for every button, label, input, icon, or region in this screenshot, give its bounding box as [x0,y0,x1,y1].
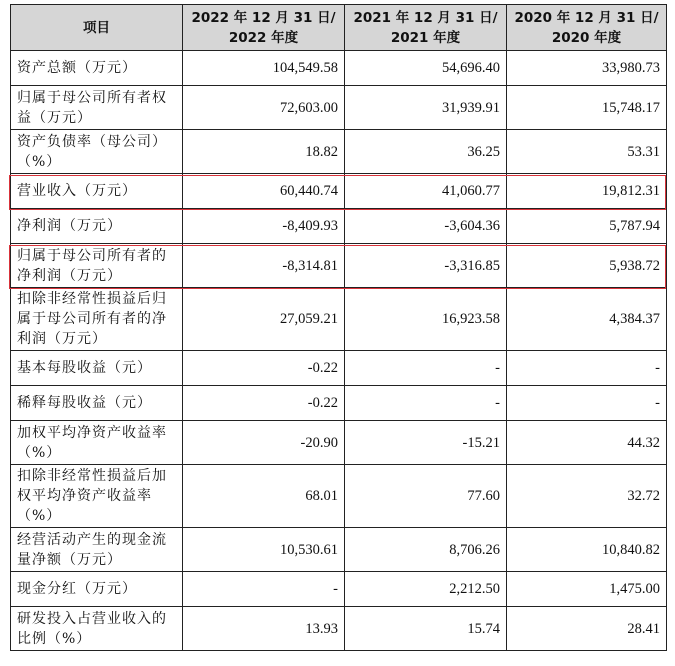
row-label: 基本每股收益（元） [11,351,183,386]
table-row [11,130,667,174]
cell-2021: -3,316.85 [345,244,507,288]
row-label: 净利润（万元） [11,209,183,244]
cell-2021: - [345,351,507,386]
row-label: 归属于母公司所有者的净利润（万元） [11,244,183,288]
table-row [11,86,667,130]
cell-2021: 41,060.77 [345,174,507,209]
financial-table [10,4,667,651]
row-label: 归属于母公司所有者权益（万元） [11,86,183,130]
header-item: 项目 [11,5,183,51]
cell-2020: 5,938.72 [507,244,667,288]
cell-2021: -3,604.36 [345,209,507,244]
cell-2021: 16,923.58 [345,288,507,351]
table-row [11,209,667,244]
table-row [11,572,667,607]
table-row [11,465,667,528]
header-2021: 2021 年 12 月 31 日/ 2021 年度 [345,5,507,51]
table-row [11,351,667,386]
row-label: 营业收入（万元） [11,174,183,209]
cell-2022: 68.01 [183,465,345,528]
table-row [11,174,667,209]
row-label: 加权平均净资产收益率（%） [11,421,183,465]
cell-2022: 10,530.61 [183,528,345,572]
cell-2021: 31,939.91 [345,86,507,130]
cell-2021: 2,212.50 [345,572,507,607]
cell-2022: -0.22 [183,386,345,421]
row-label: 资产总额（万元） [11,51,183,86]
row-label: 经营活动产生的现金流量净额（万元） [11,528,183,572]
cell-2022: -20.90 [183,421,345,465]
table-row [11,51,667,86]
cell-2022: 72,603.00 [183,86,345,130]
cell-2022: -0.22 [183,351,345,386]
table-row [11,244,667,288]
cell-2020: 53.31 [507,130,667,174]
row-label: 资产负债率（母公司）（%） [11,130,183,174]
cell-2020: 44.32 [507,421,667,465]
cell-2022: 60,440.74 [183,174,345,209]
cell-2022: 18.82 [183,130,345,174]
cell-2020: 28.41 [507,607,667,651]
header-2022: 2022 年 12 月 31 日/ 2022 年度 [183,5,345,51]
row-label: 稀释每股收益（元） [11,386,183,421]
cell-2020: - [507,351,667,386]
cell-2021: - [345,386,507,421]
cell-2021: 15.74 [345,607,507,651]
cell-2022: -8,409.93 [183,209,345,244]
header-row [11,5,667,51]
table-row [11,607,667,651]
cell-2020: 1,475.00 [507,572,667,607]
cell-2021: 77.60 [345,465,507,528]
row-label: 扣除非经常性损益后加权平均净资产收益率（%） [11,465,183,528]
cell-2020: - [507,386,667,421]
cell-2022: 27,059.21 [183,288,345,351]
cell-2020: 5,787.94 [507,209,667,244]
cell-2020: 4,384.37 [507,288,667,351]
cell-2020: 19,812.31 [507,174,667,209]
cell-2020: 10,840.82 [507,528,667,572]
cell-2021: 36.25 [345,130,507,174]
cell-2020: 33,980.73 [507,51,667,86]
cell-2020: 32.72 [507,465,667,528]
cell-2022: 13.93 [183,607,345,651]
cell-2021: 8,706.26 [345,528,507,572]
row-label: 扣除非经常性损益后归属于母公司所有者的净利润（万元） [11,288,183,351]
cell-2022: 104,549.58 [183,51,345,86]
header-2020: 2020 年 12 月 31 日/ 2020 年度 [507,5,667,51]
cell-2021: 54,696.40 [345,51,507,86]
row-label: 现金分红（万元） [11,572,183,607]
table-row [11,528,667,572]
row-label: 研发投入占营业收入的比例（%） [11,607,183,651]
table-row [11,386,667,421]
table-row [11,288,667,351]
table-row [11,421,667,465]
cell-2020: 15,748.17 [507,86,667,130]
cell-2022: - [183,572,345,607]
cell-2021: -15.21 [345,421,507,465]
cell-2022: -8,314.81 [183,244,345,288]
